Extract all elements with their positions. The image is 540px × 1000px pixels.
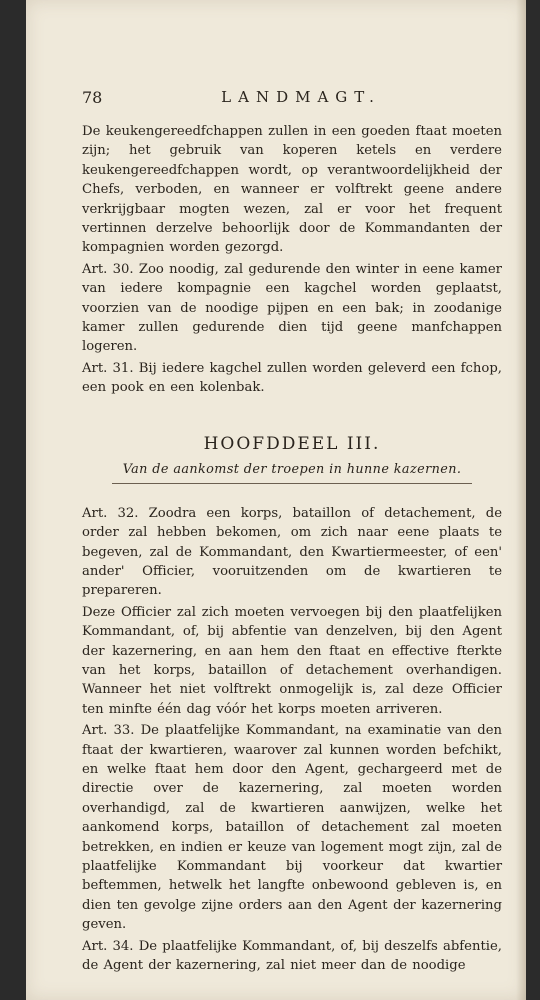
page-number: 78 bbox=[82, 88, 103, 107]
paragraph-art-31: Art. 31. Bij iedere kagchel zullen worden geleverd een fchop, een pook en een kolenbak. bbox=[82, 360, 502, 396]
paragraph-officer: Deze Officier zal zich moeten vervoegen bij den plaatfelijken Kommandant, of, bij abfentie van denzelven, bij den Agent der kazernering, en aan hem den ftaat en effective fterkte van het korps, bataillon of detachement overhandigen. Wanneer het niet volftrekt onmogelijk is, zal deze Officier ten minfte één dag vóór het korps moeten arriveren. bbox=[82, 604, 502, 717]
running-head: LANDMAGT. bbox=[221, 88, 381, 106]
paragraph-art-30: Art. 30. Zoo noodig, zal gedurende den winter in eene kamer van iedere kompagnie een kagchel worden geplaatst, voorzien van de noodige pijpen en een bak; in zoodanige kamer zullen gedurende dien tijd geene manfchappen logeren. bbox=[82, 261, 502, 355]
chapter-title: HOOFDDEEL III. bbox=[203, 433, 381, 454]
paragraph-art-32: Art. 32. Zoodra een korps, bataillon of detachement, de order zal hebben bekomen, om zich naar eene plaats te begeven, zal de Kommandant, den Kwartiermeester, of een' ander' Officier, vooruitzenden om de kwartieren te prepareren. bbox=[82, 505, 502, 599]
book-page bbox=[26, 0, 526, 1000]
paragraph-kitchen-utensils: De keukengereedfchappen zullen in een goeden ftaat moeten zijn; het gebruik van koperen ketels en verdere keukengereedfchappen wordt, op verantwoordelijkheid der Chefs, verboden, en wanneer er volftrekt geene andere verkrijgbaar mogten wezen, zal er voor het frequent vertinnen derzelve behoorlijk door de Kommandanten der kompagnien worden gezorgd. bbox=[82, 124, 502, 256]
paragraph-art-33: Art. 33. De plaatfelijke Kommandant, na examinatie van den ftaat der kwartieren, waarover zal kunnen worden befchikt, en welke ftaat hem door den Agent, gechargeerd met de directie over de kazernering, zal moeten worden overhandigd, zal de kwartieren aanwijzen, welke het aankomend korps, bataillon of detachement zal moeten betrekken, en indien er keuze van logement mogt zijn, zal de plaatfelijke Kommandant bij voorkeur dat kwartier beftemmen, hetwelk het langfte onbewoond gebleven is, en dien ten gevolge zijne orders aan den Agent der kazernering geven. bbox=[82, 723, 502, 933]
page-header bbox=[82, 88, 502, 114]
chapter-subtitle: Van de aankomst der troepen in hunne kazernen. bbox=[122, 461, 462, 477]
paragraph-art-34: Art. 34. De plaatfelijke Kommandant, of, bij deszelfs abfentie, de Agent der kazernering, zal niet meer dan de noodige bbox=[82, 938, 502, 974]
page-content bbox=[82, 88, 502, 975]
